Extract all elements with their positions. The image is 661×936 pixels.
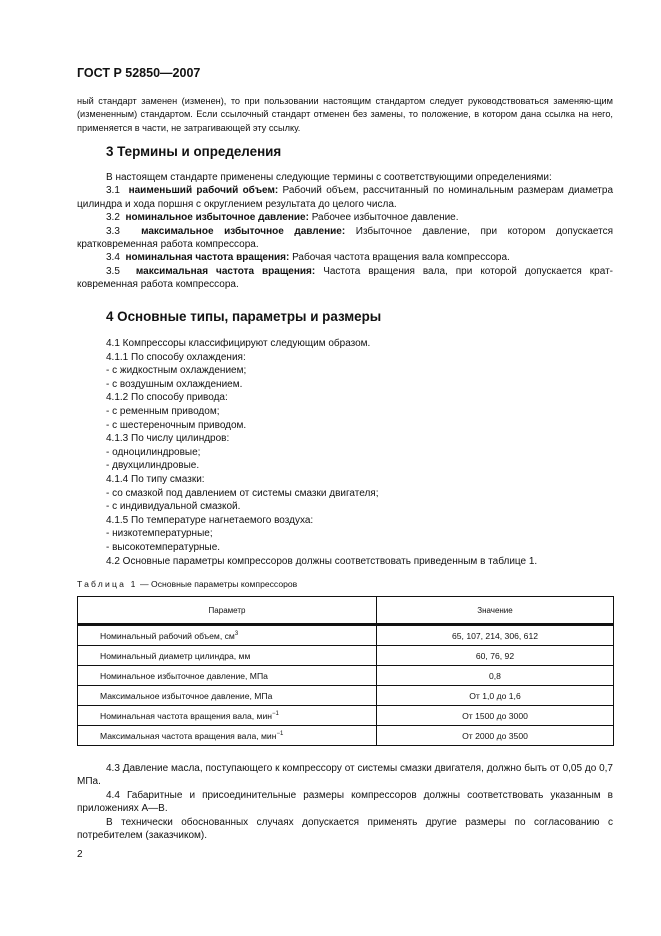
cell-value: 0,8 bbox=[377, 666, 614, 686]
table-caption bbox=[77, 579, 297, 589]
cell-parameter bbox=[78, 726, 377, 746]
parameter-text: Максимальное избыточное давление, МПа bbox=[100, 690, 273, 701]
list-item: - со смазкой под давлением от системы смазки двигателя; bbox=[106, 487, 379, 499]
parameter-text: Номинальный рабочий объем, см bbox=[100, 630, 235, 641]
section-3-title: 3 Термины и определения bbox=[106, 144, 282, 159]
list-item: 4.1 Компрессоры классифицируют следующим образом. bbox=[106, 338, 371, 349]
list-item: - высокотемпературные. bbox=[106, 541, 221, 553]
document-code: ГОСТ Р 52850—2007 bbox=[77, 66, 201, 80]
unit-superscript: −1 bbox=[272, 710, 279, 717]
list-item: 4.2 Основные параметры компрессоров должны соответствовать приведенным в таблице 1. bbox=[106, 555, 538, 567]
paragraph-other-sizes: В технически обоснованных случаях допускается применять другие размеры по согласованию с потребителем (заказчиком). bbox=[77, 816, 613, 842]
cell-value: От 1,0 до 1,6 bbox=[377, 686, 614, 706]
intro-text: ный стандарт заменен (изменен), то при пользовании настоящим стандартом следует руководствоваться заменяю-щим (измененным) стандартом. Если ссылочный стандарт отменен без замены, то положение, в котором дана ссылка на него, применяется в части, не затрагивающей эту ссылку. bbox=[77, 96, 613, 133]
unit-superscript: 3 bbox=[234, 630, 239, 637]
term-number: 3.3 bbox=[106, 225, 120, 237]
term-3-3 bbox=[77, 225, 613, 252]
term-3-5 bbox=[77, 265, 613, 292]
term-name: максимальное избыточное давление: bbox=[141, 225, 346, 237]
page-number: 2 bbox=[77, 849, 83, 860]
term-3-1 bbox=[77, 184, 613, 211]
cell-value: 60, 76, 92 bbox=[377, 646, 614, 666]
table-row bbox=[78, 686, 614, 706]
term-number: 3.2 bbox=[106, 212, 120, 224]
table-row bbox=[78, 646, 614, 666]
parameter-text: Номинальная частота вращения вала, мин bbox=[100, 710, 273, 721]
term-name: наименьший рабочий объем: bbox=[128, 185, 279, 197]
list-item: - одноцилиндровые; bbox=[106, 446, 201, 458]
term-3-4 bbox=[77, 251, 613, 264]
term-definition: Частота вращения вала, при которой допускается крат-ковременная работа компрессора. bbox=[77, 265, 613, 291]
list-item: - с шестереночным приводом. bbox=[106, 419, 247, 431]
list-item: 4.1.2 По способу привода: bbox=[106, 392, 228, 404]
table-row bbox=[78, 706, 614, 726]
cell-parameter bbox=[78, 706, 377, 726]
table-row bbox=[78, 666, 614, 686]
section-4-title: 4 Основные типы, параметры и размеры bbox=[106, 309, 382, 324]
term-definition: Рабочий объем, рассчитанный по номинальным размерам диаметра цилиндра и хода поршня с округлением результата до целого числа. bbox=[77, 185, 614, 210]
section-3-intro: В настоящем стандарте применены следующие термины с соответствующими определениями: bbox=[106, 172, 552, 183]
section-4-list bbox=[106, 337, 613, 568]
term-number: 3.1 bbox=[106, 185, 120, 197]
cell-value: От 1500 до 3000 bbox=[377, 706, 614, 726]
cell-parameter bbox=[78, 625, 377, 646]
list-item: - с ременным приводом; bbox=[106, 405, 220, 417]
section-3-body bbox=[77, 171, 613, 292]
cell-value: 65, 107, 214, 306, 612 bbox=[377, 625, 614, 646]
parameters-table bbox=[77, 596, 614, 746]
term-name: номинальное избыточное давление: bbox=[125, 212, 309, 224]
cell-parameter bbox=[78, 666, 377, 686]
parameter-text: Максимальная частота вращения вала, мин bbox=[100, 730, 277, 741]
term-3-2 bbox=[77, 211, 613, 224]
parameter-text: Номинальное избыточное давление, МПа bbox=[100, 670, 268, 681]
term-definition: Рабочее избыточное давление. bbox=[311, 212, 459, 224]
table-caption-label: Таблица 1 bbox=[77, 579, 138, 589]
section-4-continued bbox=[77, 762, 613, 842]
list-item: 4.1.3 По числу цилиндров: bbox=[106, 433, 230, 445]
intro-paragraph bbox=[77, 95, 613, 135]
list-item: 4.1.5 По температуре нагнетаемого воздуха: bbox=[106, 514, 314, 526]
term-definition: Избыточное давление, при котором допускается кратковременная работа компрессора. bbox=[77, 225, 613, 251]
term-number: 3.4 bbox=[106, 252, 120, 264]
table-row bbox=[78, 625, 614, 646]
term-name: максимальная частота вращения: bbox=[135, 265, 316, 277]
list-item: - с воздушным охлаждением. bbox=[106, 378, 243, 390]
unit-superscript: −1 bbox=[276, 730, 284, 737]
list-item: 4.1.4 По типу смазки: bbox=[106, 473, 205, 485]
table-caption-text: — Основные параметры компрессоров bbox=[137, 579, 298, 589]
cell-parameter bbox=[78, 686, 377, 706]
term-name: номинальная частота вращения: bbox=[125, 252, 290, 264]
list-item: - с жидкостным охлаждением; bbox=[106, 365, 247, 377]
cell-value: От 2000 до 3500 bbox=[377, 726, 614, 746]
list-item: - двухцилиндровые. bbox=[106, 460, 200, 472]
parameter-text: Номинальный диаметр цилиндра, мм bbox=[100, 650, 251, 661]
paragraph-4-4: 4.4 Габаритные и присоединительные размеры компрессоров должны соответствовать указанным в приложениях А—В. bbox=[77, 789, 613, 815]
table-header-row bbox=[78, 597, 614, 625]
list-item: - низкотемпературные; bbox=[106, 528, 213, 540]
list-item: - с индивидуальной смазкой. bbox=[106, 501, 241, 513]
paragraph-4-3: 4.3 Давление масла, поступающего к компрессору от системы смазки двигателя, должно быть от 0,05 до 0,7 МПа. bbox=[77, 763, 613, 788]
cell-parameter bbox=[78, 646, 377, 666]
table-row bbox=[78, 726, 614, 746]
term-number: 3.5 bbox=[106, 265, 120, 277]
term-definition: Рабочая частота вращения вала компрессора. bbox=[292, 252, 510, 264]
list-item: 4.1.1 По способу охлаждения: bbox=[106, 351, 246, 363]
column-header-value: Значение bbox=[377, 597, 614, 625]
column-header-parameter: Параметр bbox=[78, 597, 377, 625]
